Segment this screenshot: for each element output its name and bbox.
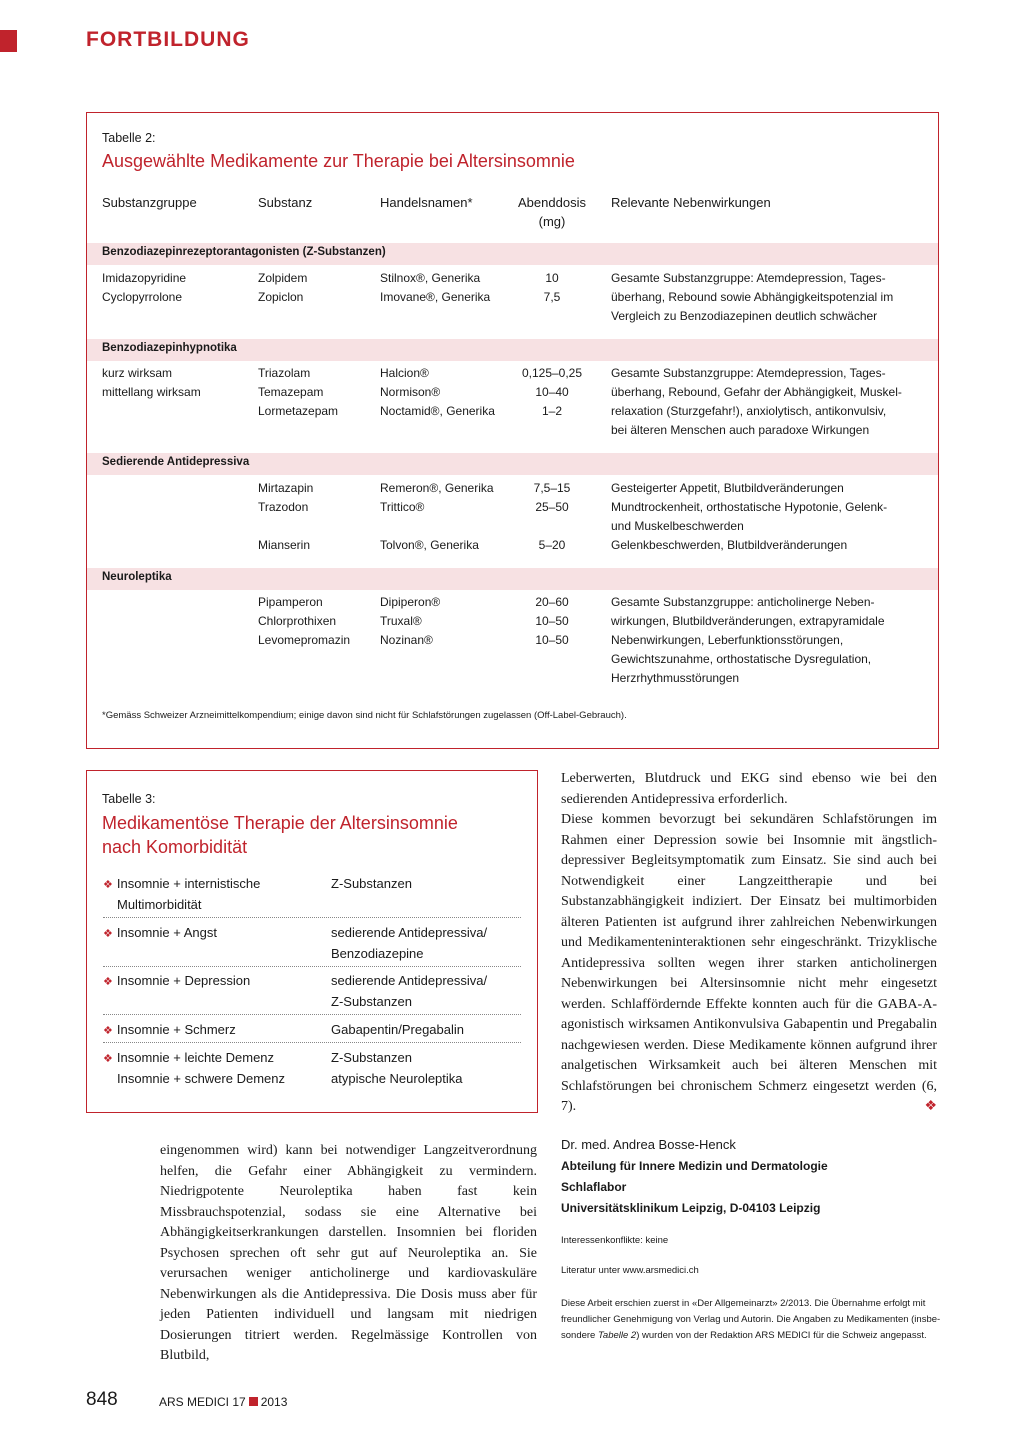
effect-cell: Gewichtszunahme, orthostatische Dysregulation, — [611, 652, 872, 666]
therapy-cell: Gabapentin/Pregabalin — [331, 1022, 464, 1037]
header-substance: Substanz — [258, 195, 313, 210]
group-cell: Imidazopyridine — [102, 271, 187, 285]
end-of-article-icon: ❖ — [924, 1099, 937, 1114]
dose-cell: 10–50 — [535, 614, 569, 628]
page-number: 848 — [86, 1389, 118, 1410]
trade-cell: Stilnox®, Generika — [380, 271, 481, 285]
section-band — [87, 568, 938, 590]
table-3-title-line1: Medikamentöse Therapie der Altersinsomnie — [102, 813, 458, 833]
therapy-cell: atypische Neuroleptika — [331, 1071, 463, 1086]
effect-cell: wirkungen, Blutbildveränderungen, extrapyramidale — [611, 614, 885, 628]
table-2-number: Tabelle 2: — [102, 131, 156, 145]
square-separator-icon — [249, 1397, 258, 1406]
substance-cell: Mianserin — [258, 538, 311, 552]
effect-cell: Gesteigerter Appetit, Blutbildveränderungen — [611, 481, 844, 495]
diamond-bullet-icon: ❖ — [103, 1053, 113, 1065]
effect-cell: Mundtrockenheit, orthostatische Hypotonie, Gelenk- — [611, 500, 888, 514]
trade-cell: Normison® — [380, 385, 441, 399]
effect-cell: Gesamte Substanzgruppe: anticholinerge Neben- — [611, 595, 875, 609]
dose-cell: 1–2 — [541, 404, 563, 418]
trade-cell: Trittico® — [380, 500, 425, 514]
paragraph: Diese kommen bevorzugt bei sekundären Schlafstörungen im Rahmen einer Depression sowie bei Insomnie mit ängstlich-depressiver Begleitsymptomatik zum Einsatz. Sie sind auch bei Notwendigkeit einer Langzeittherapie und bei Substanzabhängigkeit indiziert. Der Einsatz bei multimorbiden älteren Patienten ist aufgrund ihrer zahlreichen Nebenwirkungen und Medikamenteninteraktionen sehr eingeschränkt. Trizyklische Antidepressiva sollten wegen ihrer starken anticholinergen Nebenwirkungen bei Altersinsomnie nicht mehr eingesetzt werden. Schlaffördernde Effekte konnten auch für die GABA-A-agonistisch wirksamen Antikonvulsiva Gabapentin und Pregabalin nachgewiesen werden. Diese Medikamente können aufgrund ihrer analgetischen Wirksamkeit auch bei älteren Menschen mit Schlafstörungen bei chronischem Schmerz eingesetzt werden (6, 7). ❖ — [561, 810, 937, 1118]
section-label: FORTBILDUNG — [86, 28, 250, 51]
trade-cell: Halcion® — [380, 366, 429, 380]
comorbidity-cell: Multimorbidität — [117, 897, 202, 912]
trade-cell: Truxal® — [380, 614, 422, 628]
journal-name: ARS MEDICI 17 2013 — [159, 1395, 288, 1409]
trade-cell: Nozinan® — [380, 633, 433, 647]
table-3-title-line2: nach Komorbidität — [102, 837, 248, 857]
substance-cell: Pipamperon — [258, 595, 323, 609]
comorbidity-cell: Insomnie + schwere Demenz — [117, 1071, 285, 1086]
section-color-bar — [0, 30, 17, 52]
group-cell: mittellang wirksam — [102, 385, 201, 399]
dotted-divider — [103, 1042, 521, 1043]
group-cell: kurz wirksam — [102, 366, 173, 380]
section-band — [87, 453, 938, 475]
section-band — [87, 243, 938, 265]
substance-cell: Zopiclon — [258, 290, 304, 304]
therapy-cell: Z-Substanzen — [331, 876, 412, 891]
therapy-cell: sedierende Antidepressiva/ — [331, 925, 488, 940]
author-affiliation: Abteilung für Innere Medizin und Dermatologie — [561, 1159, 828, 1173]
paragraph: eingenommen wird) kann bei notwendiger Langzeitverordnung helfen, die Gefahr einer Abhängigkeit zu vermindern. Niedrigpotente Neuroleptika haben fast kein Missbrauchspotenzial, sodass sie eine Alternative bei Abhängigkeitserkrankungen darstellen. Insomnien bei floriden Psychosen sprechen oft sehr gut auf Neuroleptika an. Sie verursachen weniger anticholinerge und kardiovaskuläre Nebenwirkungen als die Antidepressiva. Die Dosis muss aber für jeden Patienten individuell und langsam mit niedrigen Dosierungen titriert werden. Regelmässige Kontrollen von Blutbild, — [160, 1143, 537, 1363]
therapy-cell: Z-Substanzen — [331, 1050, 412, 1065]
therapy-cell: sedierende Antidepressiva/ — [331, 973, 488, 988]
table-2 — [86, 112, 939, 749]
effect-cell: überhang, Rebound sowie Abhängigkeitspotenzial im — [611, 290, 894, 304]
dose-cell: 7,5–15 — [533, 481, 571, 495]
dose-cell: 7,5 — [543, 290, 561, 304]
dose-cell: 0,125–0,25 — [521, 366, 583, 380]
effect-cell: Gesamte Substanzgruppe: Atemdepression, Tages- — [611, 366, 886, 380]
dose-cell: 25–50 — [535, 500, 569, 514]
header-dose-line1: Abenddosis — [518, 195, 586, 210]
conflicts-of-interest: Interessenkonflikte: keine — [561, 1235, 669, 1246]
header-side-effects: Relevante Nebenwirkungen — [611, 195, 771, 210]
diamond-bullet-icon: ❖ — [103, 1025, 113, 1037]
group-cell: Cyclopyrrolone — [102, 290, 183, 304]
substance-cell: Levomepromazin — [258, 633, 351, 647]
author-affiliation: Universitätsklinikum Leipzig, D-04103 Leipzig — [561, 1201, 821, 1215]
section-name: Neuroleptika — [102, 571, 172, 583]
section-name: Benzodiazepinhypnotika — [102, 342, 237, 354]
author-name: Dr. med. Andrea Bosse-Henck — [561, 1137, 736, 1152]
effect-cell: Gelenkbeschwerden, Blutbildveränderungen — [611, 538, 848, 552]
trade-cell: Noctamid®, Generika — [380, 404, 495, 418]
publication-note: Diese Arbeit erschien zuerst in «Der Allgemeinarzt» 2/2013. Die Übernahme erfolgt mit — [561, 1298, 926, 1309]
substance-cell: Temazepam — [258, 385, 324, 399]
comorbidity-cell: ❖ Insomnie + Depression — [103, 973, 251, 988]
author-affiliation: Schlaflabor — [561, 1180, 627, 1194]
section-name: Benzodiazepinrezeptorantagonisten (Z-Substanzen) — [102, 246, 386, 258]
therapy-cell: Benzodiazepine — [331, 946, 424, 961]
effect-cell: Gesamte Substanzgruppe: Atemdepression, Tages- — [611, 271, 886, 285]
table-2-title: Ausgewählte Medikamente zur Therapie bei Altersinsomnie — [102, 151, 575, 171]
substance-cell: Zolpidem — [258, 271, 308, 285]
dose-cell: 20–60 — [535, 595, 569, 609]
trade-cell: Dipiperon® — [380, 595, 441, 609]
substance-cell: Triazolam — [258, 366, 311, 380]
dotted-divider — [103, 966, 521, 967]
header-substance-group: Substanzgruppe — [102, 195, 197, 210]
section-band — [87, 339, 938, 361]
header-evening-dose — [502, 193, 602, 231]
paragraph: Leberwerten, Blutdruck und EKG sind ebenso wie bei den sedierenden Antidepressiva erforderlich. — [561, 771, 937, 807]
trade-cell: Imovane®, Generika — [380, 290, 491, 304]
body-text-right — [561, 769, 937, 1118]
effect-cell: überhang, Rebound, Gefahr der Abhängigkeit, Muskel- — [611, 385, 902, 399]
effect-cell: Herzrhythmusstörungen — [611, 671, 740, 685]
dose-cell: 5–20 — [538, 538, 566, 552]
effect-cell: und Muskelbeschwerden — [611, 519, 744, 533]
effect-cell: Nebenwirkungen, Leberfunktionsstörungen, — [611, 633, 844, 647]
effect-cell: relaxation (Sturzgefahr!), anxiolytisch, antikonvulsiv, — [611, 404, 887, 418]
header-trade-names: Handelsnamen* — [380, 195, 473, 210]
comorbidity-cell: ❖ Insomnie + internistische — [103, 876, 261, 891]
literature-note: Literatur unter www.arsmedici.ch — [561, 1265, 699, 1276]
diamond-bullet-icon: ❖ — [103, 928, 113, 940]
publication-note: freundlicher Genehmigung von Verlag und Autorin. Die Angaben zu Medikamenten (insbe- — [561, 1314, 941, 1325]
table-2-footnote: *Gemäss Schweizer Arzneimittelkompendium; einige davon sind nicht für Schlafstörungen zugelassen (Off-Label-Gebrauch). — [102, 710, 627, 721]
dose-cell: 10 — [545, 271, 559, 285]
substance-cell: Trazodon — [258, 500, 309, 514]
comorbidity-cell: ❖ Insomnie + leichte Demenz — [103, 1050, 275, 1065]
therapy-cell: Z-Substanzen — [331, 994, 412, 1009]
comorbidity-cell: ❖ Insomnie + Schmerz — [103, 1022, 236, 1037]
diamond-bullet-icon: ❖ — [103, 976, 113, 988]
section-name: Sedierende Antidepressiva — [102, 456, 250, 468]
dotted-divider — [103, 1014, 521, 1015]
dose-cell: 10–50 — [535, 633, 569, 647]
trade-cell: Remeron®, Generika — [380, 481, 494, 495]
header-dose-line2: (mg) — [538, 214, 566, 229]
comorbidity-cell: ❖ Insomnie + Angst — [103, 925, 217, 940]
table-3-number: Tabelle 3: — [102, 792, 156, 806]
dotted-divider — [103, 917, 521, 918]
publication-note: sondere Tabelle 2) wurden von der Redaktion ARS MEDICI für die Schweiz angepasst. — [561, 1330, 927, 1341]
effect-cell: Vergleich zu Benzodiazepinen deutlich schwächer — [611, 309, 878, 323]
trade-cell: Tolvon®, Generika — [380, 538, 479, 552]
effect-cell: bei älteren Menschen auch paradoxe Wirkungen — [611, 423, 870, 437]
table-3 — [86, 770, 538, 1113]
substance-cell: Chlorprothixen — [258, 614, 337, 628]
body-text-left — [160, 1141, 537, 1367]
substance-cell: Lormetazepam — [258, 404, 339, 418]
dose-cell: 10–40 — [535, 385, 569, 399]
diamond-bullet-icon: ❖ — [103, 879, 113, 891]
substance-cell: Mirtazapin — [258, 481, 314, 495]
